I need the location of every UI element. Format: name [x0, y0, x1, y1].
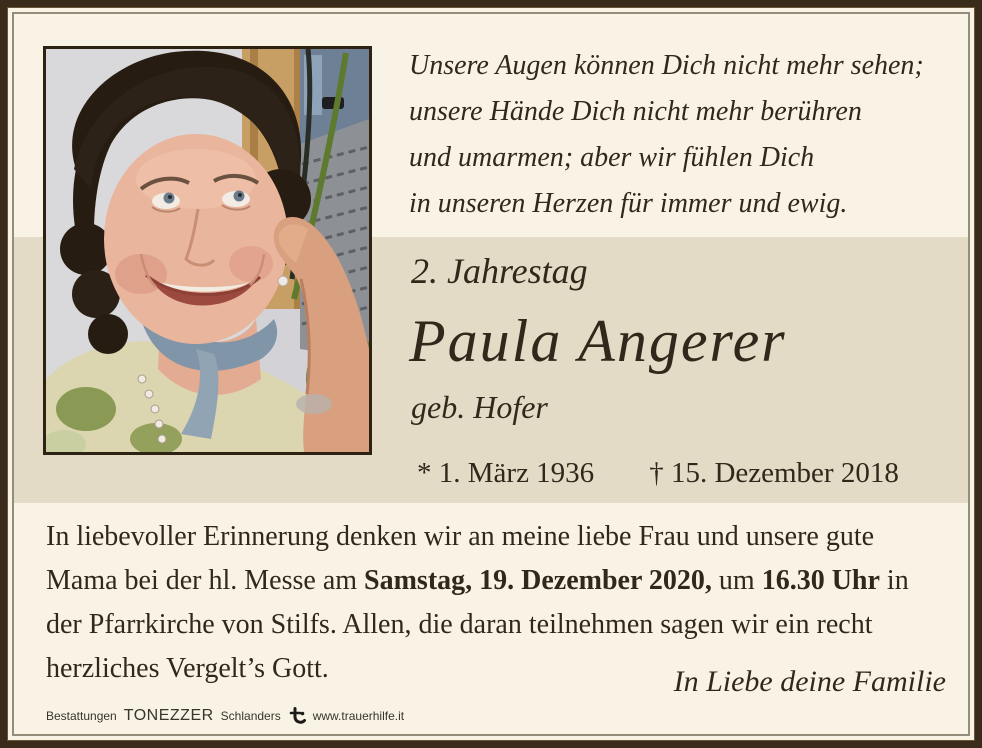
- mass-date: Samstag, 19. Dezember 2020,: [364, 565, 712, 596]
- poem-line: und umarmen; aber wir fühlen Dich: [409, 142, 815, 173]
- mass-time: 16.30 Uhr: [761, 565, 880, 596]
- birth-date: * 1. März 1936: [417, 457, 595, 489]
- announcement-text: In liebevoller Erinnerung denken wir an meine liebe Frau und unsere gute Mama bei der hl. Messe am: [46, 521, 875, 596]
- deceased-name: Paula Angerer: [409, 308, 787, 374]
- poem-line: in unseren Herzen für immer und ewig.: [409, 188, 848, 219]
- funeral-home-name: TONEZZER: [123, 707, 214, 724]
- website-text: www.trauerhilfe.it: [312, 709, 405, 723]
- funeral-home-city: Schlanders: [220, 709, 281, 723]
- portrait-photo: [43, 46, 372, 455]
- funeral-home-prefix: Bestattungen: [46, 709, 117, 723]
- maiden-name: geb. Hofer: [411, 389, 548, 425]
- funeral-home-footer: [46, 707, 404, 725]
- announcement-text: in der Pfarrkirche von Stilfs. Allen, die daran teilnehmen sagen wir ein recht herzliches Vergelt’s Gott.: [46, 565, 909, 684]
- poem-line: unsere Hände Dich nicht mehr berühren: [409, 96, 862, 127]
- portrait-photo-illustration: [46, 49, 369, 452]
- memorial-poem: [409, 43, 957, 227]
- poem-line: Unsere Augen können Dich nicht mehr sehen;: [409, 50, 924, 81]
- trauerhilfe-logo-icon: [288, 707, 306, 725]
- life-dates: [417, 457, 899, 490]
- death-date: † 15. Dezember 2018: [649, 457, 899, 489]
- closing-line: In Liebe deine Familie: [673, 665, 946, 698]
- announcement-text: um: [711, 565, 762, 596]
- anniversary-label: 2. Jahrestag: [411, 251, 588, 291]
